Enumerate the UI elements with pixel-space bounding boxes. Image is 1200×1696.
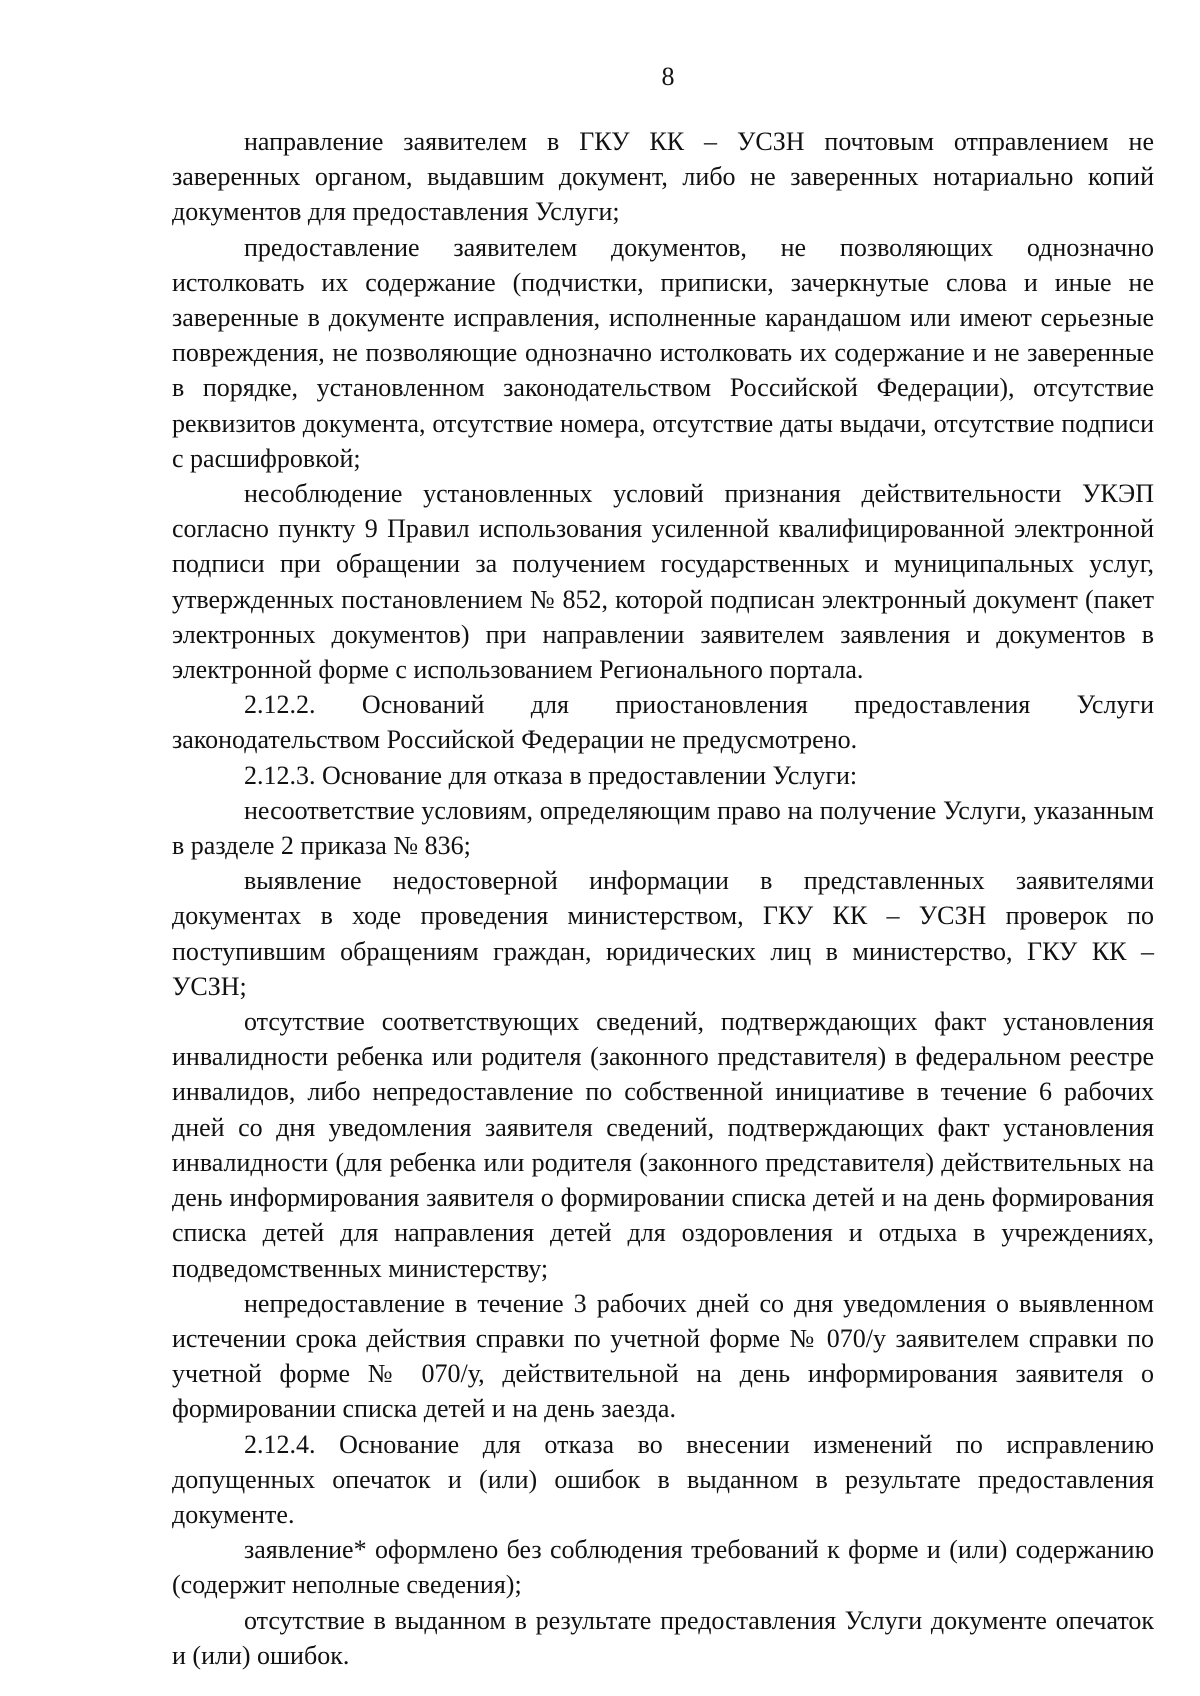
paragraph-nonconformity-conditions: несоответствие условиям, определяющим право на получение Услуги, указанным в разделе 2 приказа № 836; (172, 795, 1154, 861)
paragraph-2-12-4-corrections-refusal: 2.12.4. Основание для отказа во внесении изменений по исправлению допущенных опечаток и (или) ошибок в выданном в результате предоставления документе. (172, 1429, 1154, 1529)
paragraph-disability-registry: отсутствие соответствующих сведений, подтверждающих факт установления инвалидности ребенка или родителя (законного представителя) в федеральном реестре инвалидов, либо непредоставление по собственной инициативе в течение 6 рабочих дней со дня уведомления заявителя сведений, подтверждающих факт установления инвалидности (для ребенка или родителя (законного представителя) действительных на день информирования заявителя о формировании списка детей и на день формирования списка детей для направления детей для оздоровления и отдыха в учреждениях, подведомственных министерству; (172, 1007, 1154, 1283)
paragraph-postal-uncertified-copies: направление заявителем в ГКУ КК – УСЗН почтовым отправлением не заверенных органом, выдавшим документ, либо не заверенных нотариально копий документов для предоставления Услуги; (172, 127, 1154, 227)
paragraph-2-12-2-no-suspension: 2.12.2. Оснований для приостановления предоставления Услуги законодательством Российской Федерации не предусмотрено. (172, 690, 1154, 755)
document-body (172, 124, 1154, 1673)
paragraph-ukep-validity: несоблюдение установленных условий признания действительности УКЭП согласно пункту 9 Правил использования усиленной квалифицированной электронной подписи при обращении за получением государственных и муниципальных услуг, утвержденных постановлением № 852, которой подписан электронный документ (пакет электронных документов) при направлении заявителем заявления и документов в электронной форме с использованием Регионального портала. (172, 479, 1154, 685)
paragraph-certificate-070: непредоставление в течение 3 рабочих дней со дня уведомления о выявленном истечении срока действия справки по учетной форме № 070/у заявителем справки по учетной форме № 070/у, действительной на день информирования заявителя о формировании списка детей и на день заезда. (172, 1288, 1154, 1424)
paragraph-2-12-3-refusal-heading: 2.12.3. Основание для отказа в предоставлении Услуги: (244, 760, 858, 790)
page-number: 8 (661, 62, 675, 91)
paragraph-unreliable-information: выявление недостоверной информации в представленных заявителями документах в ходе проведения министерством, ГКУ КК – УСЗН проверок по поступившим обращениям граждан, юридических лиц в министерство, ГКУ КК – УСЗН; (172, 866, 1154, 1001)
paragraph-no-typos: отсутствие в выданном в результате предоставления Услуги документе опечаток и (или) ошибок. (172, 1605, 1154, 1670)
paragraph-application-form-requirements: заявление* оформлено без соблюдения требований к форме и (или) содержанию (содержит неполные сведения); (172, 1535, 1154, 1600)
paragraph-ambiguous-documents: предоставление заявителем документов, не позволяющих однозначно истолковать их содержание (подчистки, приписки, зачеркнутые слова и иные не заверенные в документе исправления, исполненные карандашом или имеют серьезные повреждения, не позволяющие однозначно истолковать их содержание и не заверенные в порядке, установленном законодательством Российской Федерации), отсутствие реквизитов документа, отсутствие номера, отсутствие даты выдачи, отсутствие подписи с расшифровкой; (172, 232, 1154, 473)
